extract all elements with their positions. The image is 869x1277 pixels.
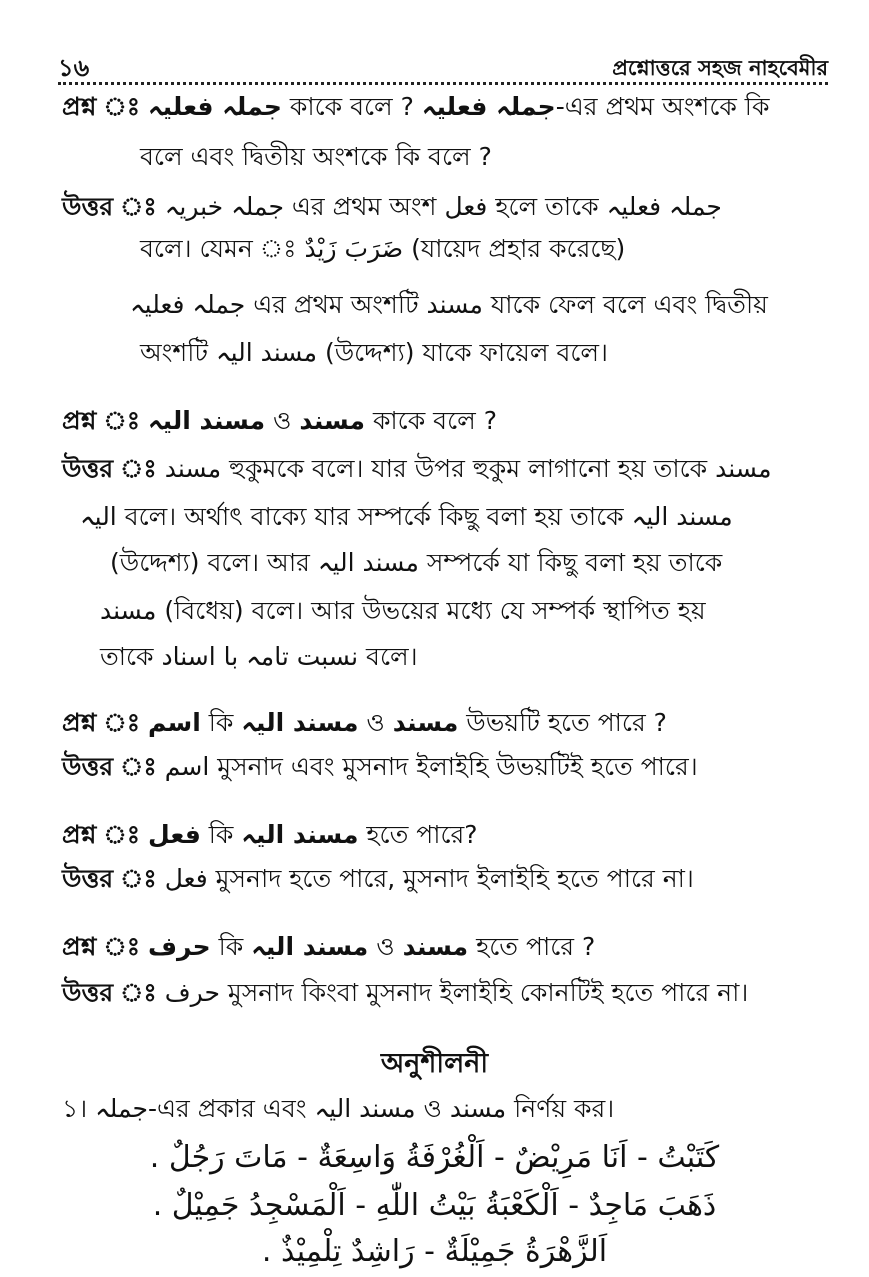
question-text: ও: [376, 932, 395, 961]
arabic-term: مسند: [449, 1094, 507, 1123]
question-text: হতে পারে ?: [476, 932, 596, 961]
answer-1-line-2: [140, 232, 625, 266]
answer-2-line-4: [100, 594, 706, 628]
question-text: ও: [273, 406, 292, 435]
exercise-instruction: [62, 1092, 614, 1126]
answer-4-line-1: [62, 862, 694, 896]
question-label: প্রশ্ন ঃ: [62, 932, 141, 961]
arabic-term: حرف: [148, 932, 211, 961]
answer-label: উত্তর ঃ: [62, 864, 157, 893]
arabic-sentence-line: كَتَبْتُ - اَنَا مَرِيْضٌ - اَلْغُرْفَةُ وَاسِعَةٌ - مَاتَ رَجُلٌ .: [149, 1140, 720, 1175]
answer-text: (উদ্দেশ্য) যাকে ফায়েল বলে।: [324, 338, 608, 367]
arabic-term: اسم: [148, 708, 201, 737]
arabic-term: مسند اليہ: [241, 708, 359, 737]
answer-text: মুসনাদ এবং মুসনাদ ইলাইহি উভয়টিই হতে পারে।: [217, 752, 698, 781]
arabic-term: مسند اليہ: [317, 548, 419, 577]
answer-text: অংশটি: [140, 338, 208, 367]
answer-text: হুকুমকে বলে। যার উপর হুকুম লাগানো হয় তাকে: [229, 454, 708, 483]
question-text: কি: [218, 932, 244, 961]
answer-3-line-1: [62, 750, 698, 784]
question-1-line-1: [62, 90, 769, 124]
answer-1-line-3: [130, 288, 768, 322]
question-text: কাকে বলে ?: [372, 406, 497, 435]
exercise-text: নির্ণয় কর।: [514, 1094, 615, 1123]
arabic-term: مسند: [100, 596, 157, 625]
answer-text: এর প্রথম অংশটি: [253, 290, 419, 319]
arabic-term: مسند اليہ: [314, 1094, 416, 1123]
exercise-text: ও: [423, 1094, 442, 1123]
question-text: কি: [208, 708, 234, 737]
arabic-term: جملہ فعلیہ: [421, 92, 556, 121]
answer-text: বলে। অর্থাৎ বাক্যে যার সম্পর্কে কিছু বলা হয় তাকে: [124, 502, 624, 531]
answer-label: উত্তর ঃ: [62, 978, 157, 1007]
question-text: কি: [208, 820, 234, 849]
answer-text: (যায়েদ প্রহার করেছে): [411, 234, 626, 263]
question-label: প্রশ্ন ঃ: [62, 708, 141, 737]
answer-text: (বিধেয়) বলে। আর উভয়ের মধ্যে যে সম্পর্ক স্থাপিত হয়: [164, 596, 706, 625]
answer-text: বলে।: [366, 642, 418, 671]
answer-label: উত্তর ঃ: [62, 454, 157, 483]
arabic-term: مسند: [402, 932, 469, 961]
answer-2-line-3: [110, 546, 722, 580]
answer-text: হলে তাকে: [495, 192, 599, 221]
arabic-term: فعل: [164, 864, 208, 893]
answer-text: (উদ্দেশ্য) বলে। আর: [110, 548, 310, 577]
arabic-term: مسند: [426, 290, 483, 319]
answer-text: এর প্রথম অংশ: [291, 192, 437, 221]
question-text: উভয়টি হতে পারে ?: [466, 708, 667, 737]
arabic-term: جملہ فعلیہ: [606, 192, 722, 221]
arabic-term: مسند: [164, 454, 222, 483]
page-number: ১৬: [58, 54, 90, 82]
question-4-line-1: [62, 818, 478, 852]
arabic-term: اليہ: [80, 502, 117, 531]
arabic-term: مسند اليہ: [148, 406, 266, 435]
arabic-term: نسبت تامہ با اسناد: [161, 642, 359, 671]
arabic-term: جملہ خبریہ: [164, 192, 284, 221]
question-1-line-2: [140, 140, 492, 174]
question-text: ও: [366, 708, 385, 737]
arabic-term: فعل: [444, 192, 488, 221]
question-text: বলে এবং দ্বিতীয় অংশকে কি বলে ?: [140, 142, 492, 171]
answer-text: যাকে ফেল বলে এবং দ্বিতীয়: [490, 290, 768, 319]
arabic-example: ضَرَبَ زَيْدٌ: [304, 234, 404, 263]
book-title: প্রশ্নোত্তরে সহজ নাহবেমীর: [612, 56, 828, 80]
arabic-sentence-line: ذَهَبَ مَاجِدٌ - اَلْكَعْبَةُ بَيْتُ اللّٰهِ - اَلْمَسْجِدُ جَمِيْلٌ .: [152, 1188, 717, 1223]
answer-label: উত্তর ঃ: [62, 752, 157, 781]
answer-text: বলে। যেমন ঃ: [140, 234, 297, 263]
answer-text: মুসনাদ হতে পারে, মুসনাদ ইলাইহি হতে পারে না।: [215, 864, 694, 893]
question-2-line-1: [62, 404, 497, 438]
question-text: কাকে বলে ?: [289, 92, 414, 121]
arabic-term: جملہ فعلیہ: [130, 290, 246, 319]
answer-1-line-4: [140, 336, 608, 370]
arabic-term: جملہ: [95, 1094, 148, 1123]
answer-5-line-1: [62, 976, 748, 1010]
answer-text: তাকে: [100, 642, 154, 671]
arabic-sentence-line: اَلزَّهْرَةُ جَمِيْلَةٌ - رَاشِدٌ تِلْمِيْذٌ .: [261, 1234, 608, 1269]
arabic-term: مسند: [715, 454, 772, 483]
page-header: [58, 50, 828, 85]
answer-text: মুসনাদ কিংবা মুসনাদ ইলাইহি কোনটিই হতে পারে না।: [227, 978, 749, 1007]
arabic-term: حرف: [164, 978, 220, 1007]
arabic-term: مسند اليہ: [215, 338, 317, 367]
answer-text: সম্পর্কে যা কিছু বলা হয় তাকে: [426, 548, 723, 577]
exercise-number: ১।: [62, 1094, 88, 1123]
answer-2-line-1: [62, 452, 771, 486]
question-label: প্রশ্ন ঃ: [62, 92, 141, 121]
arabic-term: مسند اليہ: [241, 820, 359, 849]
question-3-line-1: [62, 706, 667, 740]
arabic-term: اسم: [164, 752, 210, 781]
question-text: -এর প্রথম অংশকে কি: [555, 92, 770, 121]
question-label: প্রশ্ন ঃ: [62, 820, 141, 849]
arabic-term: مسند اليہ: [251, 932, 369, 961]
answer-2-line-5: [100, 640, 418, 674]
answer-1-line-1: [62, 190, 722, 224]
answer-2-line-2: [80, 500, 733, 534]
arabic-term: مسند: [299, 406, 365, 435]
question-label: প্রশ্ন ঃ: [62, 406, 141, 435]
arabic-term: فعل: [148, 820, 201, 849]
exercise-title: অনুশীলনী: [380, 1048, 489, 1079]
question-5-line-1: [62, 930, 595, 964]
answer-label: উত্তর ঃ: [62, 192, 157, 221]
exercise-text: -এর প্রকার এবং: [147, 1094, 307, 1123]
arabic-term: مسند: [392, 708, 459, 737]
question-text: হতে পারে?: [366, 820, 478, 849]
arabic-term: جملہ فعلیہ: [148, 92, 282, 121]
arabic-term: مسند اليہ: [631, 502, 733, 531]
